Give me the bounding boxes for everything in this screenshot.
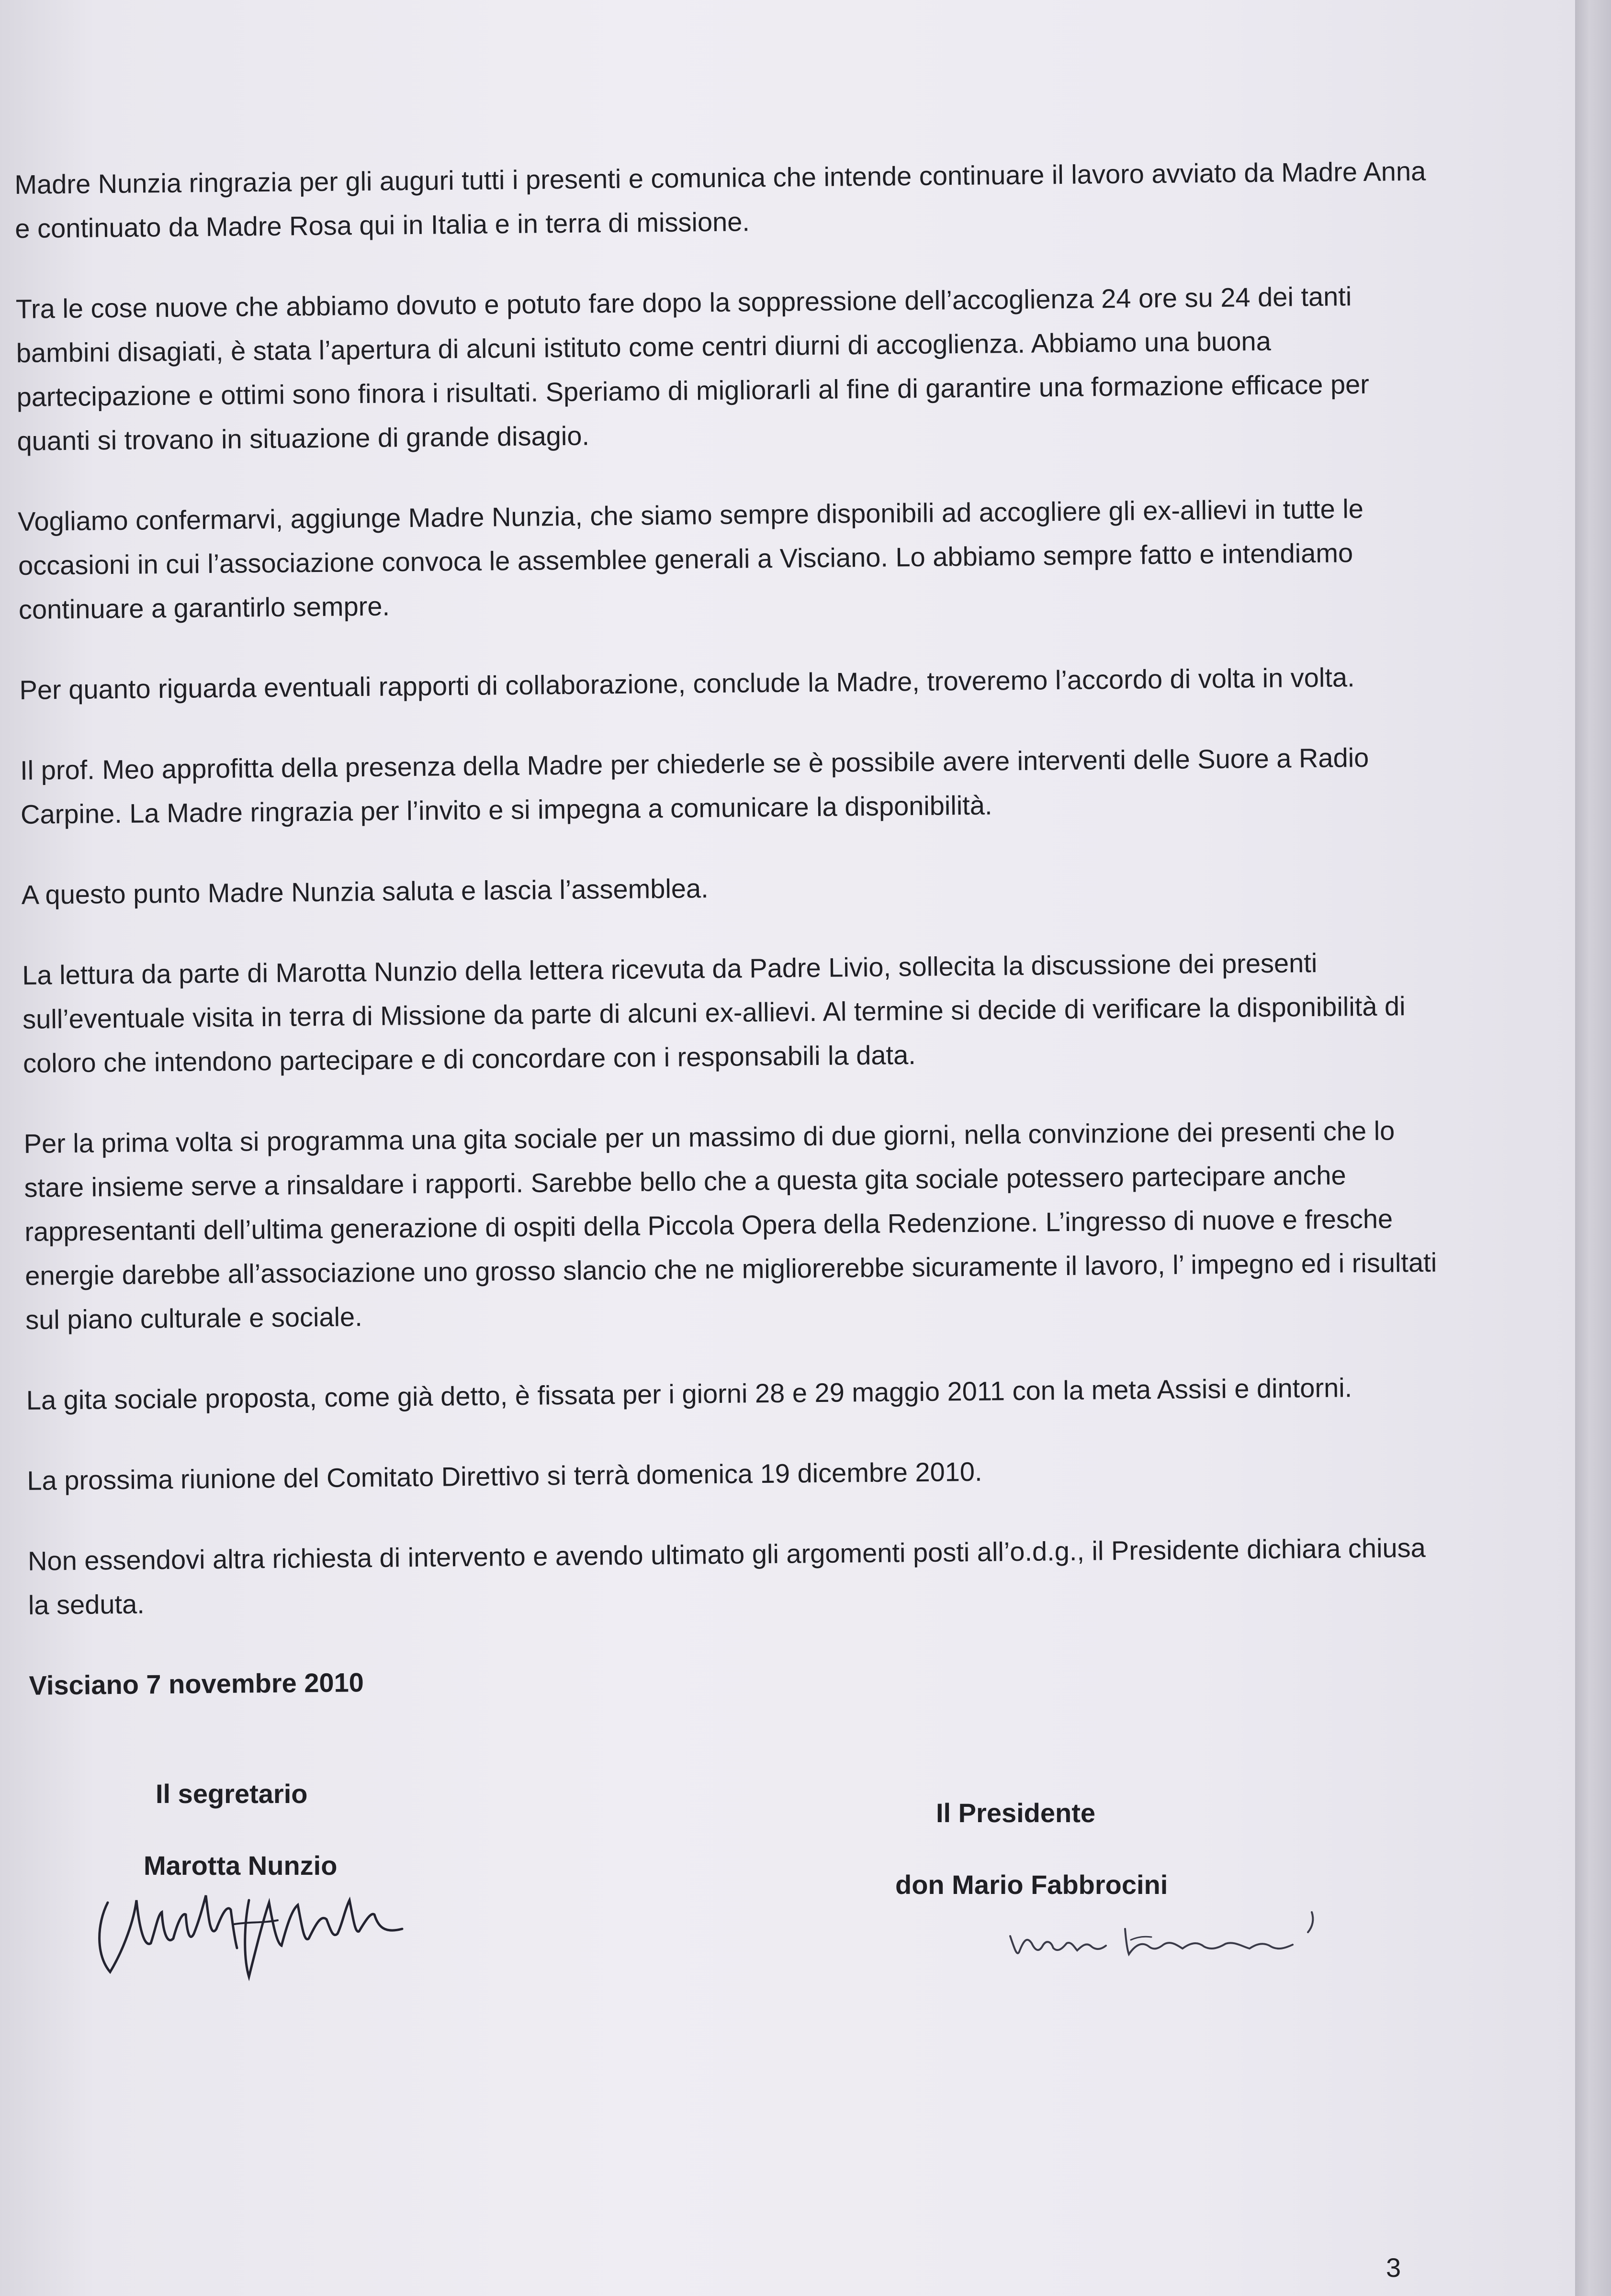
background-edge (1575, 0, 1611, 2296)
president-name: don Mario Fabbrocini (895, 1870, 1168, 1900)
paragraph-radio-carpine: Il prof. Meo approfitta della presenza della Madre per chiederle se è possibile avere interventi delle Suore a Radio Carpine. La Madre ringrazia per l’invito e si impegna a comunicare la disponibilità. (20, 742, 1369, 829)
paragraph-availability: Vogliamo confermarvi, aggiunge Madre Nunzia, che siamo sempre disponibili ad accogliere gli ex-allievi in tutte le occasioni in cui l’associazione convoca le assemblee generali a Visciano. Lo abbiamo sempre fatto e intendiamo continuare a garantirlo sempre. (17, 493, 1364, 625)
paragraph-closing: Non essendovi altra richiesta di intervento e avendo ultimato gli argomenti posti all’o.d.g., il Presidente dichiara chiusa la seduta. (27, 1532, 1426, 1620)
paragraph-collaboration: Per quanto riguarda eventuali rapporti di collaborazione, conclude la Madre, troveremo l’accordo di volta in volta. (19, 662, 1355, 705)
paragraph-day-centers: Tra le cose nuove che abbiamo dovuto e potuto fare dopo la soppressione dell’accoglienza 24 ore su 24 dei tanti bambini disagiati, è stata l’apertura di alcuni istituto come centri diurni di accoglienza. Abbiamo una buona partecipazione e ottimi sono finora i risultati. Speriamo di migliorarli al fine di garantire una formazione efficace per quanti si trovano in situazione di grande disagio. (15, 281, 1370, 456)
paragraph-trip-dates: La gita sociale proposta, come già detto, è fissata per i giorni 28 e 29 maggio 2011 con la meta Assisi e dintorni. (26, 1372, 1352, 1415)
document-body (14, 149, 1442, 1744)
paragraph-next-meeting: La prossima riunione del Comitato Direttivo si terrà domenica 19 dicembre 2010. (27, 1456, 982, 1496)
paragraph-mission-visit: La lettura da parte di Marotta Nunzio della lettera ricevuta da Padre Livio, sollecita la discussione dei presenti sull’eventuale visita in terra di Missione da parte di alcuni ex-allievi. Al termine si decide di verificare la disponibilità di coloro che intendono partecipare e di concordare con i responsabili la data. (22, 947, 1406, 1078)
page-number: 3 (1386, 2252, 1401, 2283)
paragraph-social-trip: Per la prima volta si programma una gita sociale per un massimo di due giorni, nella convinzione dei presenti che lo stare insieme serve a rinsaldare i rapporti. Sarebbe bello che a questa gita sociale potessero partecipare anche rappresentanti dell’ultima generazione di ospiti della Piccola Opera della Redenzione. L’ingresso di nuove e fresche energie darebbe all’associazione uno grosso slancio che ne migliorerebbe sicuramente il lavoro, l’ impegno ed i risultati sul piano culturale e sociale. (23, 1115, 1437, 1335)
secretary-title: Il segretario (156, 1779, 308, 1809)
president-signature (1005, 1903, 1350, 1974)
place-date: Visciano 7 novembre 2010 (29, 1667, 364, 1701)
president-title: Il Presidente (936, 1798, 1096, 1828)
paragraph-thanks: Madre Nunzia ringrazia per gli auguri tutti i presenti e comunica che intende continuare il lavoro avviato da Madre Anna e continuato da Madre Rosa qui in Italia e in terra di missione. (14, 156, 1426, 244)
secretary-name: Marotta Nunzio (144, 1850, 338, 1881)
secretary-signature (91, 1867, 407, 1991)
paragraph-farewell: A questo punto Madre Nunzia saluta e lascia l’assemblea. (21, 873, 709, 910)
